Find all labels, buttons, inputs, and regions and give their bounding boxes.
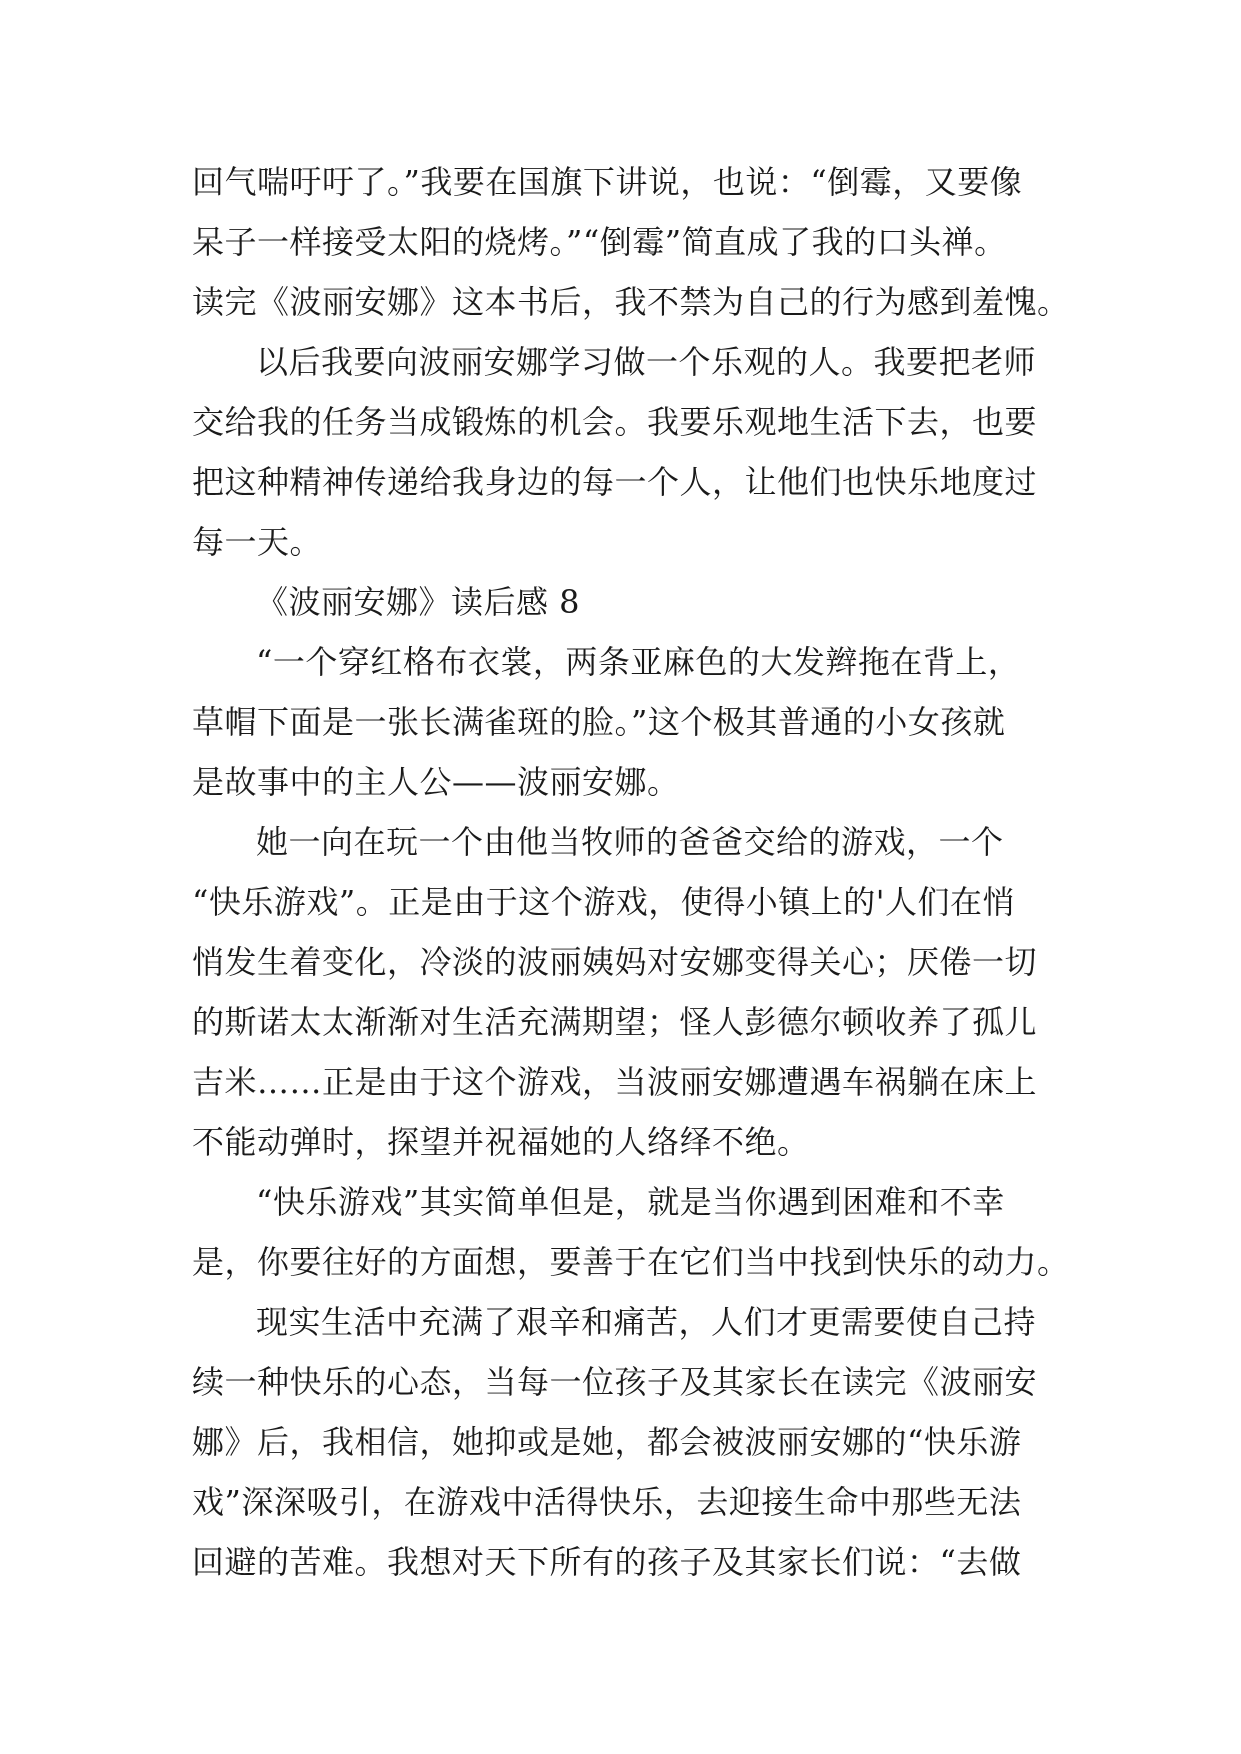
- section-heading: 《波丽安娜》读后感 8: [256, 583, 581, 621]
- paragraph-start: 她一向在玩一个由他当牧师的爸爸交给的游戏，一个: [256, 823, 1004, 861]
- text-line: 读完《波丽安娜》这本书后，我不禁为自己的行为感到羞愧。: [192, 283, 1070, 321]
- text-line: 续一种快乐的心态，当每一位孩子及其家长在读完《波丽安: [192, 1363, 1038, 1401]
- text-line: 的斯诺太太渐渐对生活充满期望；怪人彭德尔顿收养了孤儿: [192, 1003, 1038, 1041]
- text-line: 吉米……正是由于这个游戏，当波丽安娜遭遇车祸躺在床上: [192, 1063, 1038, 1101]
- text-line: 交给我的任务当成锻炼的机会。我要乐观地生活下去，也要: [192, 403, 1038, 441]
- text-line: “快乐游戏”。正是由于这个游戏，使得小镇上的'人们在悄: [192, 883, 1016, 921]
- document-body: [192, 152, 1072, 1592]
- text-line: 戏”深深吸引，在游戏中活得快乐，去迎接生命中那些无法: [192, 1483, 1022, 1521]
- text-line: 是故事中的主人公——波丽安娜。: [192, 763, 680, 801]
- text-line: 悄发生着变化，冷淡的波丽姨妈对安娜变得关心；厌倦一切: [192, 943, 1038, 981]
- text-line: 每一天。: [192, 523, 323, 561]
- text-line: 呆子一样接受太阳的烧烤。”“倒霉”简直成了我的口头禅。: [192, 223, 1007, 261]
- text-line: 回气喘吁吁了。”我要在国旗下讲说，也说：“倒霉，又要像: [192, 163, 1023, 201]
- paragraph-start: “快乐游戏”其实简单但是，就是当你遇到困难和不幸: [256, 1183, 1005, 1221]
- text-line: 娜》后，我相信，她抑或是她，都会被波丽安娜的“快乐游: [192, 1423, 1022, 1461]
- paragraph-start: 现实生活中充满了艰辛和痛苦，人们才更需要使自己持: [256, 1303, 1037, 1341]
- text-line: 回避的苦难。我想对天下所有的孩子及其家长们说：“去做: [192, 1543, 1022, 1581]
- text-line: 把这种精神传递给我身边的每一个人，让他们也快乐地度过: [192, 463, 1038, 501]
- paragraph-start: “一个穿红格布衣裳，两条亚麻色的大发辫拖在背上，: [256, 643, 1021, 681]
- text-line: 草帽下面是一张长满雀斑的脸。”这个极其普通的小女孩就: [192, 703, 1006, 741]
- text-line: 是，你要往好的方面想，要善于在它们当中找到快乐的动力。: [192, 1243, 1070, 1281]
- text-line: 不能动弹时，探望并祝福她的人络绎不绝。: [192, 1123, 810, 1161]
- paragraph-start: 以后我要向波丽安娜学习做一个乐观的人。我要把老师: [256, 343, 1037, 381]
